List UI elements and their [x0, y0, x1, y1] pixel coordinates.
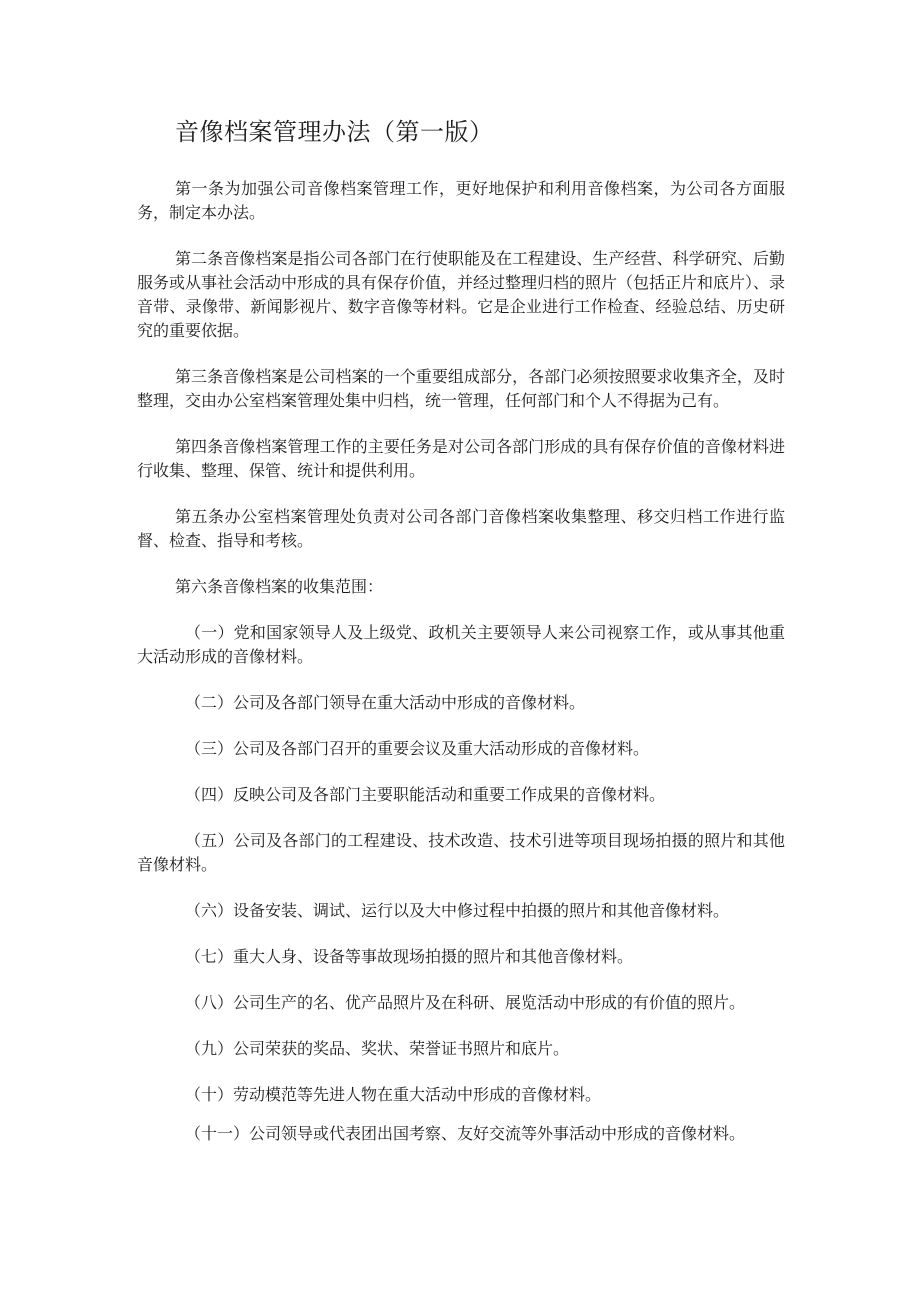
- article-5: 第五条办公室档案管理处负责对公司各部门音像档案收集整理、移交归档工作进行监督、检查、指导和考核。: [137, 507, 785, 550]
- scope-item-11: （十一）公司领导或代表团出国考察、友好交流等外事活动中形成的音像材料。: [185, 1124, 746, 1143]
- article-2: 第二条音像档案是指公司各部门在行使职能及在工程建设、生产经营、科学研究、后勤服务或从事社会活动中形成的具有保存价值，并经过整理归档的照片（包括正片和底片）、录音带、录像带、新闻影视片、数字音像等材料。它是企业进行工作检查、经验总结、历史研究的重要依据。: [137, 249, 786, 340]
- scope-item-3: （三）公司及各部门召开的重要会议及重大活动形成的音像材料。: [185, 739, 650, 758]
- scope-item-8: （八）公司生产的名、优产品照片及在科研、展览活动中形成的有价值的照片。: [185, 993, 746, 1012]
- article-1: 第一条为加强公司音像档案管理工作，更好地保护和利用音像档案，为公司各方面服务，制定本办法。: [137, 179, 785, 222]
- scope-item-7: （七）重大人身、设备等事故现场拍摄的照片和其他音像材料。: [185, 947, 634, 966]
- scope-item-1: （一）党和国家领导人及上级党、政机关主要领导人来公司视察工作，或从事其他重大活动形成的音像材料。: [137, 623, 785, 666]
- scope-item-9: （九）公司荣获的奖品、奖状、荣誉证书照片和底片。: [185, 1039, 570, 1058]
- article-6: 第六条音像档案的收集范围：: [175, 577, 384, 596]
- scope-item-5: （五）公司及各部门的工程建设、技术改造、技术引进等项目现场拍摄的照片和其他音像材料。: [137, 831, 785, 874]
- document-title: 音像档案管理办法（第一版）: [175, 118, 494, 146]
- scope-item-2: （二）公司及各部门领导在重大活动中形成的音像材料。: [185, 693, 586, 712]
- article-4: 第四条音像档案管理工作的主要任务是对公司各部门形成的具有保存价值的音像材料进行收集、整理、保管、统计和提供利用。: [137, 437, 785, 480]
- article-3: 第三条音像档案是公司档案的一个重要组成部分，各部门必须按照要求收集齐全，及时整理，交由办公室档案管理处集中归档，统一管理，任何部门和个人不得据为己有。: [137, 367, 785, 410]
- scope-item-10: （十）劳动模范等先进人物在重大活动中形成的音像材料。: [185, 1085, 602, 1104]
- document-body: [137, 177, 785, 1146]
- scope-item-4: （四）反映公司及各部门主要职能活动和重要工作成果的音像材料。: [185, 785, 666, 804]
- scope-item-6: （六）设备安装、调试、运行以及大中修过程中拍摄的照片和其他音像材料。: [185, 901, 730, 920]
